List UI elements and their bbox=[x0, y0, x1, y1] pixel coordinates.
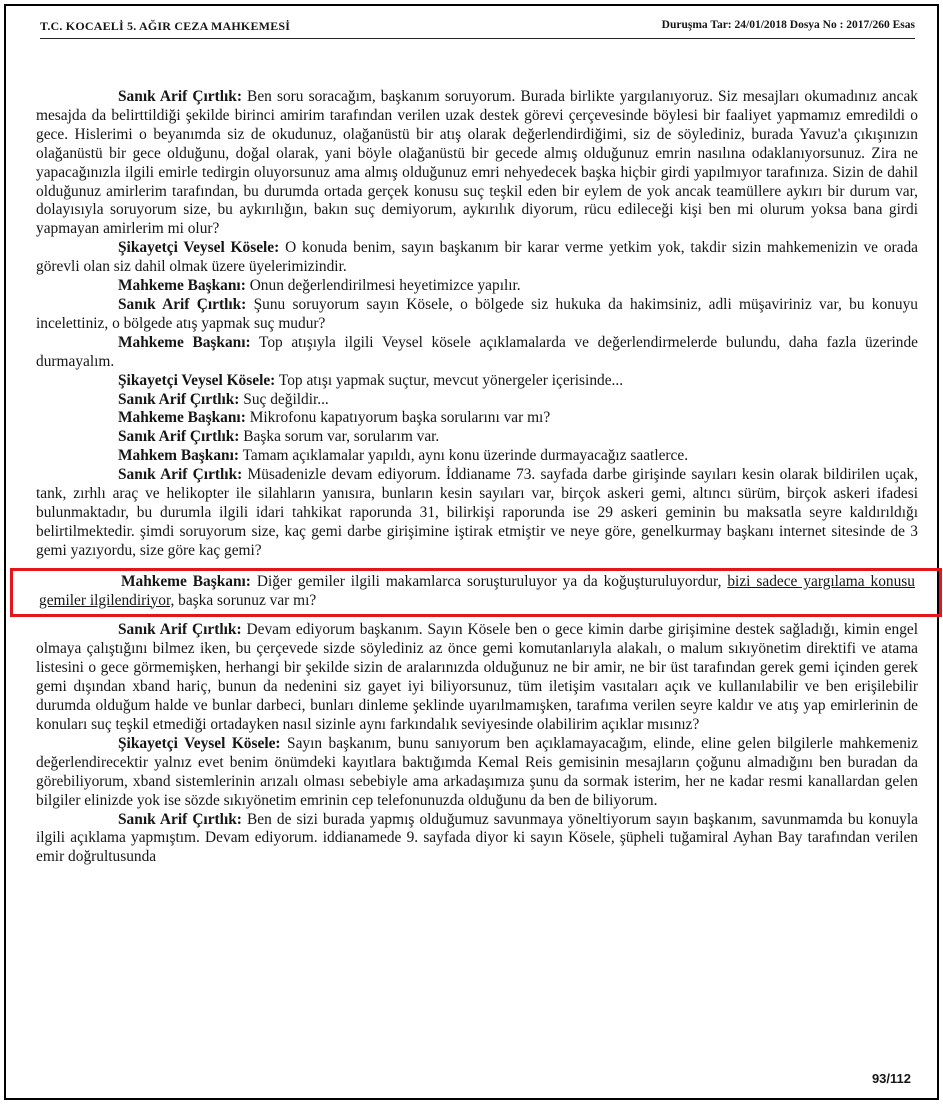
speaker-name: Şikayetçi Veysel Kösele: bbox=[118, 239, 280, 257]
statement-text: Müsadenizle devam ediyorum. İddianame 73. sayfada darbe girişinde sayıları kesin olarak bildirilen uçak, tank, zırhlı araç ve helikopter ile silahların yanısıra, bunların kesin sayıları var, birçok askeri gemi, altıncı sürüm, birçok askeri ifadesi bulunmaktadır, bu durumla ilgili idari tahkikat raporunda 31, bilirkişi raporunda ise 29 askeri geminin bu maksatla seyre kaldırıldığı belirtilmektedir. şimdi soruyorum size, kaç gemi darbe girişimine iştirak etmiştir ve neye göre, genelkurmay başkanı internet sitesinde de 3 gemi yazıyordu, size göre kaç gemi? bbox=[36, 466, 918, 559]
statement-paragraph bbox=[36, 447, 918, 466]
court-name: T.C. KOCAELİ 5. AĞIR CEZA MAHKEMESİ bbox=[40, 19, 291, 33]
speaker-name: Sanık Arif Çırtlık: bbox=[118, 390, 240, 408]
statement-text: Tamam açıklamalar yapıldı, aynı konu üzerinde durmayacağız saatlerce. bbox=[239, 447, 689, 465]
page-number: 93/112 bbox=[871, 1071, 911, 1086]
statement-text: Top atışıyla ilgili Veysel kösele açıklamalarda ve değerlendirmelerde bulundu, daha fazla üzerinde durmayalım. bbox=[36, 333, 918, 370]
transcript-body bbox=[36, 88, 918, 867]
statement-paragraph bbox=[36, 621, 918, 734]
speaker-name: Mahkem Başkanı: bbox=[118, 447, 240, 465]
statement-text: Onun değerlendirilmesi heyetimizce yapılır. bbox=[245, 277, 521, 295]
statement-paragraph bbox=[36, 296, 918, 334]
statement-paragraph bbox=[36, 466, 918, 561]
speaker-name: Sanık Arif Çırtlık: bbox=[118, 428, 240, 446]
statement-text: O konuda benim, sayın başkanım bir karar verme yetkim yok, takdir sizin mahkemenizin ve orada görevli olan siz dahil olmak üzere üyelerimizindir. bbox=[36, 239, 918, 276]
speaker-name: Mahkeme Başkanı: bbox=[118, 333, 251, 351]
statement-paragraph bbox=[36, 811, 918, 868]
header-rule bbox=[40, 38, 915, 39]
statement-text: Mikrofonu kapatıyorum başka sorularını var mı? bbox=[245, 409, 551, 427]
speaker-name: Sanık Arif Çırtlık: bbox=[118, 466, 243, 484]
speaker-name: Şikayetçi Veysel Kösele: bbox=[118, 371, 276, 389]
underlined-text: bizi sadece yargılama konusu gemiler ilgilendiriyor, bbox=[39, 572, 915, 609]
speaker-name: Şikayetçi Veysel Kösele: bbox=[118, 734, 281, 752]
statement-text: başka sorunuz var mı? bbox=[174, 591, 317, 609]
speaker-name: Mahkeme Başkanı: bbox=[121, 572, 251, 590]
statement-text: Şunu soruyorum sayın Kösele, o bölgede siz hukuka da hakimsiniz, adli müşaviriniz var, bu konuyu incelettiniz, o bölgede atış yapmak suç mudur? bbox=[36, 295, 918, 332]
statement-text: Başka sorum var, sorularım var. bbox=[239, 428, 440, 446]
statement-text: Sayın başkanım, bunu sanıyorum ben açıklamayacağım, elinde, eline gelen bilgilerle mahkemeniz değerlendirecektir yalnız evet benim önümdeki kayıtlara baktığımda Kemal Reis gemisinin mesajların çoğunu almadığını ben buradan da görebiliyorum, xband sistemlerinin arızalı olması sebebiyle ama arkadaşımıza şunu da sormak isterim, her ne kadar resmi kanallardan gelen bilgiler elinizde yok ise sözde sıkıyönetim emrinin cep telefonunuzda olduğunu da ben de biliyorum. bbox=[36, 734, 919, 809]
hearing-info: Duruşma Tar: 24/01/2018 Dosya No : 2017/260 Esas bbox=[661, 19, 915, 31]
statement-paragraph bbox=[36, 239, 918, 277]
statement-text: Top atışı yapmak suçtur, mevcut yönergeler içerisinde... bbox=[275, 371, 624, 389]
statement-text: Ben soru soracağım, başkanım soruyorum. Burada birlikte yargılanıyoruz. Siz mesajları okumadınız ancak mesajda da belirttildiği şekilde birinci amirim tarafından verilen uzak destek görevi çerçevesinde böylesi bir faaliyet yapmamız emredildi o gece. Hislerimi o beyanımda siz de okudunuz, olağanüstü bir atış olarak değerlendirdiğimi, siz de söylediniz, burada Yavuz'a çıkışınızın olağanüstü bir gece olduğunu, doğal olarak, yani böyle olağanüstü bir gecede almış olduğunuz emrin nasılına odaklanıyorsunuz. Zira ne yapacağınızla ilgili emirle tedirgin oluyorsunuz ama almış olduğunuz emri nehyedecek başka hiçbir girdi yapılmıyor tarafınıza. Sizin de dahil olduğunuz amirlerim tarafından, bu durumda ortada gerçek konusu suç teşkil eden bir eylem de yok ancak teamüllere aykırı bir durum var, dolayısıyla soruyorum size, bu aykırılığın, bakın suç demiyorum, aykırılık diyorum, rücu edileceği kişi ben mi olurum yoksa bana girdi yapmayan amirlerim mi olur? bbox=[36, 88, 918, 238]
statement-paragraph bbox=[36, 735, 918, 811]
statement-paragraph bbox=[36, 277, 918, 296]
statement-text: Devam ediyorum başkanım. Sayın Kösele ben o gece kimin darbe girişimine destek sağladığı, kimin engel olmaya çalıştığını bilmez iken, bu çerçevede sizde söylediniz az önce gemi komutanlarıyla alakalı, o malum sıkıyönetim direktifi ve atama listesini o gece görmemişken, herhangi bir şekilde sizin de aralarınızda olduğunuz ne bir amir, ne bir üst tarafından gerek gemi içinden gerek gemi dışından xband hariç, bunun da nedenini siz gayet iyi biliyorsunuz, tüm iletişim vasıtaları açık ve kullanılabilir ve ben erişilebilir durumda olduğum halde ve bunlar darbeci, bunları dinleme şeklinde uyarılmamışken, tarafıma verilen seyre kaldır ve atış yap emirlerinin de konuları suç teşkil etmediği ortadayken nasıl sizinle aynı farkındalık seviyesinde olabilirim açıklar mısınız? bbox=[36, 621, 918, 733]
statement-text: Ben de sizi burada yapmış olduğumuz savunmaya yöneltiyorum sayın başkanım, savunmamda bu konuyla ilgili açıklama yapmıştım. Devam ediyorum. iddianamede 9. sayfada diyor ki sayın Kösele, şüpheli tuğamiral Ayhan Bay tarafından verilen emir doğrultusunda bbox=[36, 810, 918, 866]
statement-text: Diğer gemiler ilgili makamlarca soruşturuluyor ya da koğuşturuluyordur, bbox=[250, 572, 728, 590]
statement-text: Suç değildir... bbox=[239, 390, 329, 408]
speaker-name: Mahkeme Başkanı: bbox=[118, 277, 246, 295]
highlighted-statement bbox=[10, 568, 942, 618]
speaker-name: Mahkeme Başkanı: bbox=[118, 409, 246, 427]
statement-paragraph bbox=[36, 428, 918, 447]
statement-paragraph bbox=[36, 334, 918, 372]
document-page bbox=[4, 4, 939, 1100]
statement-paragraph bbox=[36, 391, 918, 410]
statement-paragraph bbox=[36, 409, 918, 428]
speaker-name: Sanık Arif Çırtlık: bbox=[118, 810, 242, 828]
statement-paragraph bbox=[36, 88, 918, 239]
speaker-name: Sanık Arif Çırtlık: bbox=[118, 295, 247, 313]
speaker-name: Sanık Arif Çırtlık: bbox=[118, 88, 242, 105]
page-header bbox=[22, 13, 915, 39]
statement-paragraph bbox=[36, 372, 918, 391]
speaker-name: Sanık Arif Çırtlık: bbox=[118, 621, 242, 639]
